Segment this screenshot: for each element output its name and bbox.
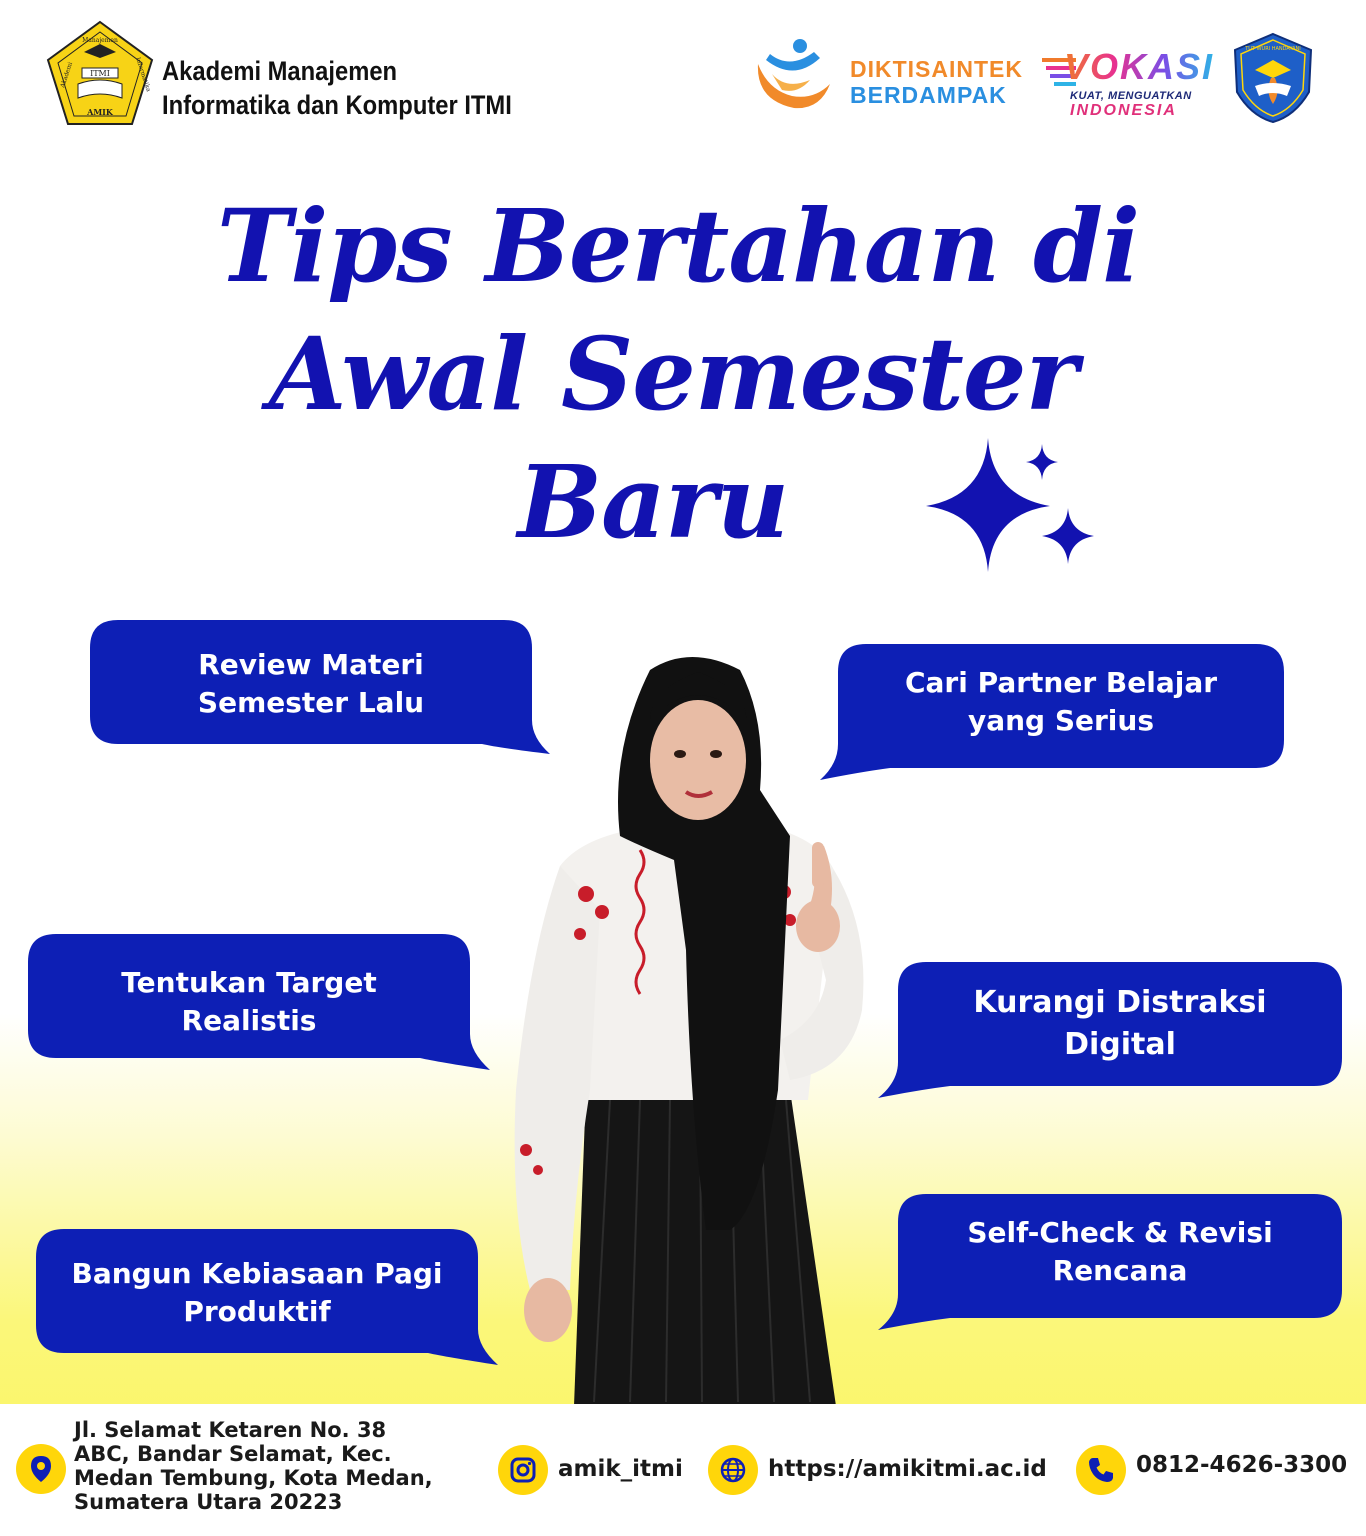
svg-text:AMIK: AMIK [87, 107, 113, 117]
phone-icon [1076, 1445, 1126, 1495]
tut-wuri-handayani-logo [1225, 30, 1321, 126]
tip-bubble-1 [90, 620, 560, 760]
diktisaintek-wordmark [850, 56, 1023, 108]
vokasi-tagline: KUAT, MENGUATKAN [1070, 90, 1192, 102]
page-title [0, 182, 1366, 566]
tip-bubble-4 [878, 962, 1342, 1102]
title-line3: Baru [517, 443, 789, 561]
svg-text:ITMI: ITMI [90, 69, 110, 78]
address-line1: Jl. Selamat Ketaren No. 38 [74, 1418, 387, 1442]
svg-text:Informatika: Informatika [134, 56, 152, 93]
vokasi-country: INDONESIA [1070, 102, 1177, 119]
tip-text-2: Cari Partner Belajar yang Serius [904, 666, 1218, 737]
svg-text:TUT WURI HANDAYANI: TUT WURI HANDAYANI [1245, 46, 1301, 52]
address-line3: Medan Tembung, Kota Medan, [74, 1466, 433, 1490]
vokasi-logo [1040, 42, 1215, 122]
tip-bubble-5 [36, 1229, 502, 1369]
phone-number[interactable]: 0812-4626-3300 [1136, 1452, 1348, 1478]
tip-text-4: Kurangi Distraksi Digital [973, 985, 1267, 1062]
instagram-icon [498, 1445, 548, 1495]
website-link[interactable]: https://amikitmi.ac.id [768, 1456, 1047, 1482]
vokasi-word: VOKASI [1064, 46, 1215, 87]
tip-text-5: Bangun Kebiasaan Pagi Produktif [71, 1257, 443, 1328]
tip-bubble-2 [820, 644, 1284, 784]
org-name-line1: Akademi Manajemen [162, 56, 398, 86]
tip-text-6: Self-Check & Revisi Rencana [967, 1216, 1273, 1287]
title-line1: Tips Bertahan di [216, 187, 1140, 305]
organization-name [162, 54, 512, 122]
amik-itmi-logo [44, 18, 156, 130]
diktisaintek-logo-icon [750, 34, 834, 118]
address-line2: ABC, Bandar Selamat, Kec. [74, 1442, 392, 1466]
dikti-line1: DIKTISAINTEK [850, 56, 1023, 82]
tip-text-1: Review Materi Semester Lalu [197, 648, 425, 719]
location-icon [16, 1444, 66, 1494]
globe-icon [708, 1445, 758, 1495]
instagram-handle[interactable]: amik_itmi [558, 1456, 683, 1482]
dikti-line2: BERDAMPAK [850, 82, 1007, 108]
sparkle-icon [922, 438, 1102, 572]
tip-bubble-3 [28, 934, 494, 1074]
address-line4: Sumatera Utara 20223 [74, 1490, 343, 1514]
address [74, 1418, 494, 1514]
title-line2: Awal Semester [268, 315, 1078, 433]
tip-text-3: Tentukan Target Realistis [121, 966, 377, 1037]
svg-text:Manajemen: Manajemen [82, 37, 118, 44]
svg-text:Akademi: Akademi [59, 61, 75, 89]
partner-logos [750, 28, 1330, 128]
tip-bubble-6 [878, 1194, 1342, 1334]
footer [0, 1404, 1366, 1536]
org-name-line2: Informatika dan Komputer ITMI [162, 90, 512, 120]
